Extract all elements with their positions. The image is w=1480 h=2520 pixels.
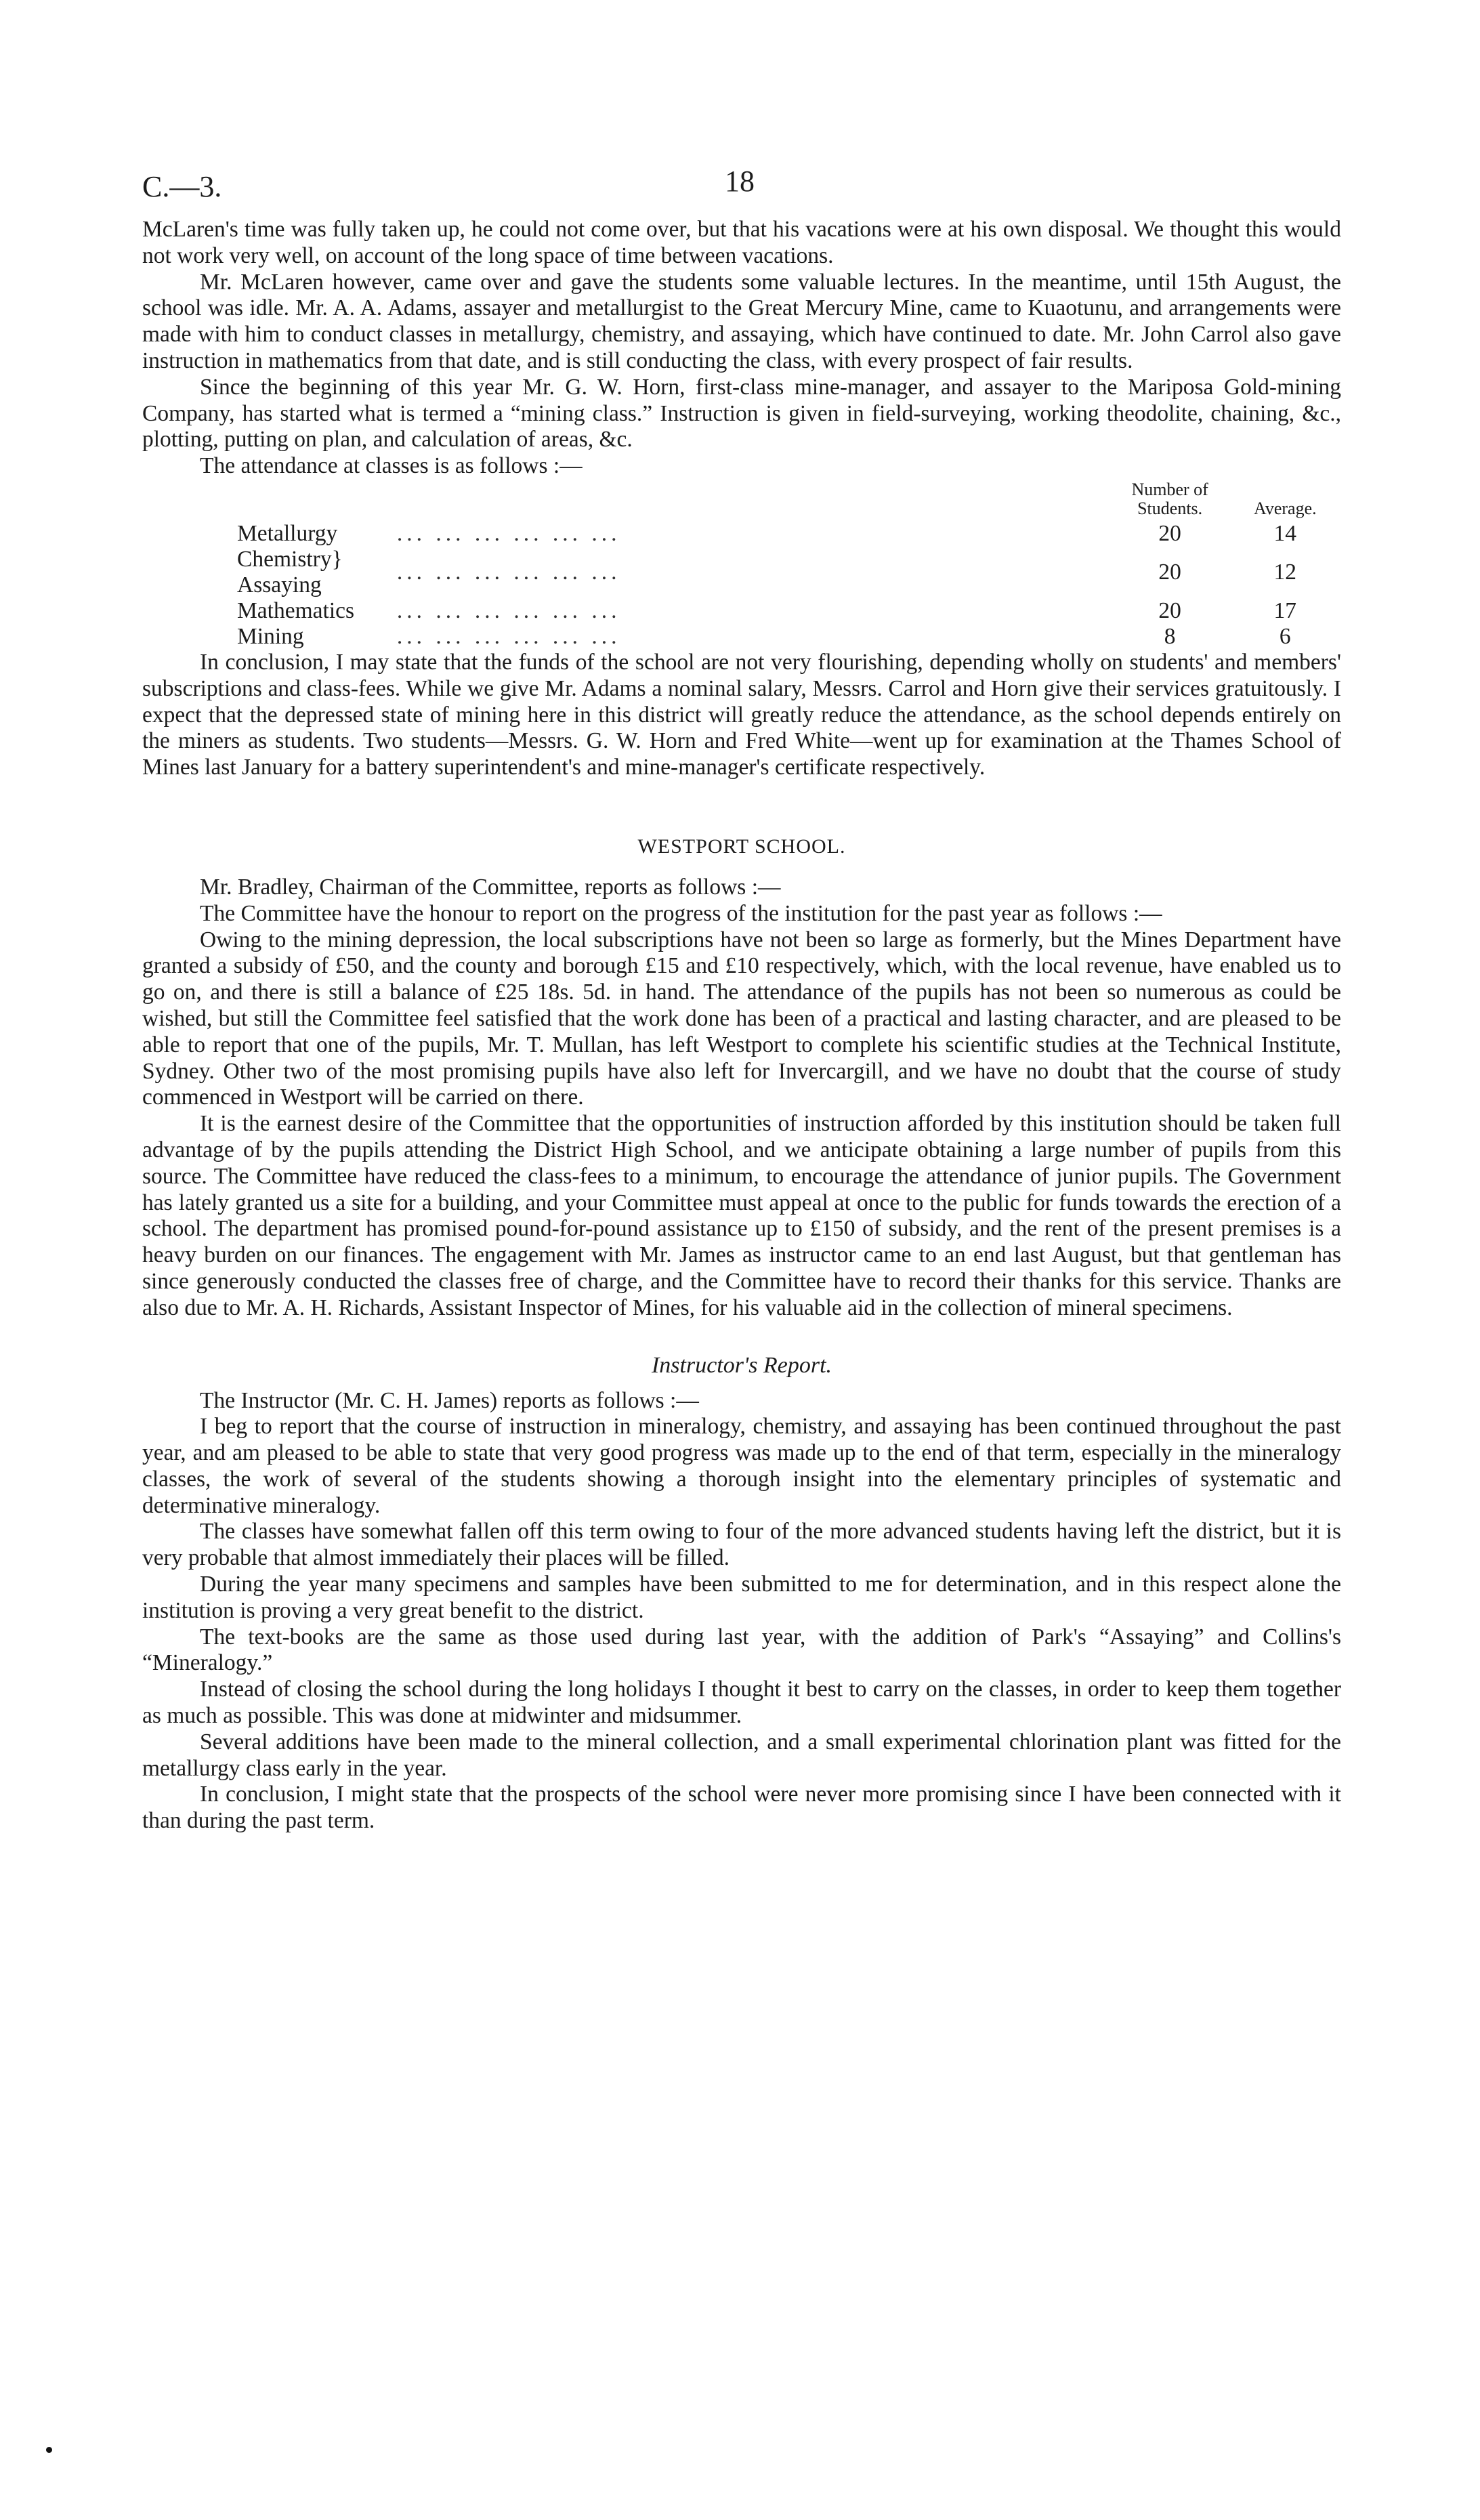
paragraph: It is the earnest desire of the Committee that the opportunities of instruction afforded by this institution should be taken full advantage of by the pupils attending the District High School, and we anticipate obtaining a large number of pupils from this source. The Committee have reduced the class-fees to a minimum, to encourage the attendance of junior pupils. The Government has lately granted us a site for a building, and your Committee must appeal at once to the public for funds towards the erection of a school. The department has promised pound-for-pound assistance up to £150 of subsidy, and the rent of the present premises is a heavy burden on our finances. The engagement with Mr. James as instructor came to an end last August, but that gentleman has since generously conducted the classes free of charge, and the Committee have to record their thanks for this service. Thanks are also due to Mr. A. H. Richards, Assistant Inspector of Mines, for his valuable aid in the collection of mineral specimens. [142, 1111, 1341, 1320]
paragraph: McLaren's time was fully taken up, he could not come over, but that his vacations were at his own disposal. We thought this would not work very well, on account of the long space of time between vacations. [142, 217, 1341, 268]
subject-line: Assaying [237, 572, 322, 597]
paragraph: In conclusion, I might state that the prospects of the school were never more promising since I have been connected with it than during the past term. [142, 1782, 1341, 1834]
table-header-row [237, 480, 1341, 521]
document-page [142, 165, 1341, 1834]
paragraph: Owing to the mining depression, the local subscriptions have not been so large as formerly, but the Mines Department have granted a subsidy of £50, and the county and borough £15 and £10 respectively, which, with the local revenue, have enabled us to go on, and there is still a balance of £25 18s. 5d. in hand. The attendance of the pupils has not been so numerous as could be wished, but still the Committee feel satisfied that the work done has been of a practical and lasting character, and are pleased to be able to report that one of the pupils, Mr. T. Mullan, has left Westport to complete his scientific studies at the Technical Institute, Sydney. Other two of the most promising pupils have also left for Invercargill, and we have no doubt that the course of study commenced in Westport will be carried on there. [142, 927, 1341, 1110]
students-cell: 8 [1164, 623, 1176, 649]
paragraph: The classes have somewhat fallen off this term owing to four of the more advanced students having left the district, but it is very probable that almost immediately their places will be filled. [142, 1519, 1341, 1571]
paragraph: The Instructor (Mr. C. H. James) reports as follows :— [200, 1387, 699, 1413]
table-row [237, 547, 1341, 598]
students-cell: 20 [1158, 520, 1181, 546]
students-cell: 20 [1158, 559, 1181, 585]
section-heading-westport: WESTPORT SCHOOL. [637, 835, 846, 858]
average-cell: 17 [1273, 597, 1297, 623]
subject-cell: Metallurgy [237, 520, 338, 546]
subject-line: Chemistry [237, 546, 332, 572]
column-header-students: Number of Students. [1131, 479, 1208, 518]
average-cell: 6 [1279, 623, 1291, 649]
students-cell: 20 [1158, 597, 1181, 623]
subject-cell: Mining [237, 623, 304, 649]
average-cell: 14 [1273, 520, 1297, 546]
table-row [237, 521, 1341, 547]
dot-leader: ... ... ... ... ... ... [396, 520, 621, 546]
table-row [237, 598, 1341, 624]
paragraph: Since the beginning of this year Mr. G. W. Horn, first-class mine-manager, and assayer to the Mariposa Gold-mining Company, has started what is termed a “mining class.” Instruction is given in field-surveying, working theodolite, chaining, &c., plotting, putting on plan, and calculation of areas, &c. [142, 374, 1341, 453]
dot-leader: ... ... ... ... ... ... [396, 597, 621, 623]
column-header-average: Average. [1253, 498, 1317, 518]
paragraph: Several additions have been made to the mineral collection, and a small experimental chlorination plant was fitted for the metallurgy class early in the year. [142, 1729, 1341, 1781]
document-reference: C.—3. [142, 170, 222, 203]
brace-mark: } [331, 546, 343, 572]
dot-leader: ... ... ... ... ... ... [396, 623, 621, 649]
page-header [142, 165, 1341, 217]
average-cell: 12 [1273, 559, 1297, 585]
page-number: 18 [725, 165, 755, 198]
section-heading-instructor: Instructor's Report. [651, 1352, 832, 1378]
attendance-table [237, 480, 1341, 650]
paragraph: Mr. Bradley, Chairman of the Committee, reports as follows :— [200, 874, 781, 900]
paragraph: I beg to report that the course of instruction in mineralogy, chemistry, and assaying has been continued throughout the past year, and am pleased to be able to state that very good progress was made up to the end of that term, especially in the mineralogy classes, the work of several of the students showing a thorough insight into the elementary principles of systematic and determinative mineralogy. [142, 1414, 1341, 1518]
paragraph: The text-books are the same as those used during last year, with the addition of Park's “Assaying” and Collins's “Mineralogy.” [142, 1624, 1341, 1676]
subject-cell: Mathematics [237, 597, 355, 623]
dot-leader: ... ... ... ... ... ... [396, 559, 621, 585]
subject-cell [237, 547, 397, 598]
paragraph: The attendance at classes is as follows :— [200, 453, 583, 479]
paragraph: The Committee have the honour to report on the progress of the institution for the past year as follows :— [200, 900, 1162, 926]
paragraph: Mr. McLaren however, came over and gave the students some valuable lectures. In the meantime, until 15th August, the school was idle. Mr. A. A. Adams, assayer and metallurgist to the Great Mercury Mine, came to Kuaotunu, and arrangements were made with him to conduct classes in metallurgy, chemistry, and assaying, which have continued to date. Mr. John Carrol also gave instruction in mathematics from that date, and is still conducting the class, with every prospect of fair results. [142, 269, 1341, 373]
paragraph: In conclusion, I may state that the funds of the school are not very flourishing, depending wholly on students' and members' subscriptions and class-fees. While we give Mr. Adams a nominal salary, Messrs. Carrol and Horn give their services gratuitously. I expect that the depressed state of mining here in this district will greatly reduce the attendance, as the school depends entirely on the miners as students. Two students—Messrs. G. W. Horn and Fred White—went up for examination at the Thames School of Mines last January for a battery superintendent's and mine-manager's certificate respectively. [142, 649, 1341, 780]
paragraph: During the year many specimens and samples have been submitted to me for determination, and in this respect alone the institution is proving a very great benefit to the district. [142, 1572, 1341, 1623]
paragraph: Instead of closing the school during the long holidays I thought it best to carry on the classes, in order to keep them together as much as possible. This was done at midwinter and midsummer. [142, 1677, 1341, 1729]
ink-dot-mark [46, 2447, 52, 2453]
table-row [237, 624, 1341, 650]
